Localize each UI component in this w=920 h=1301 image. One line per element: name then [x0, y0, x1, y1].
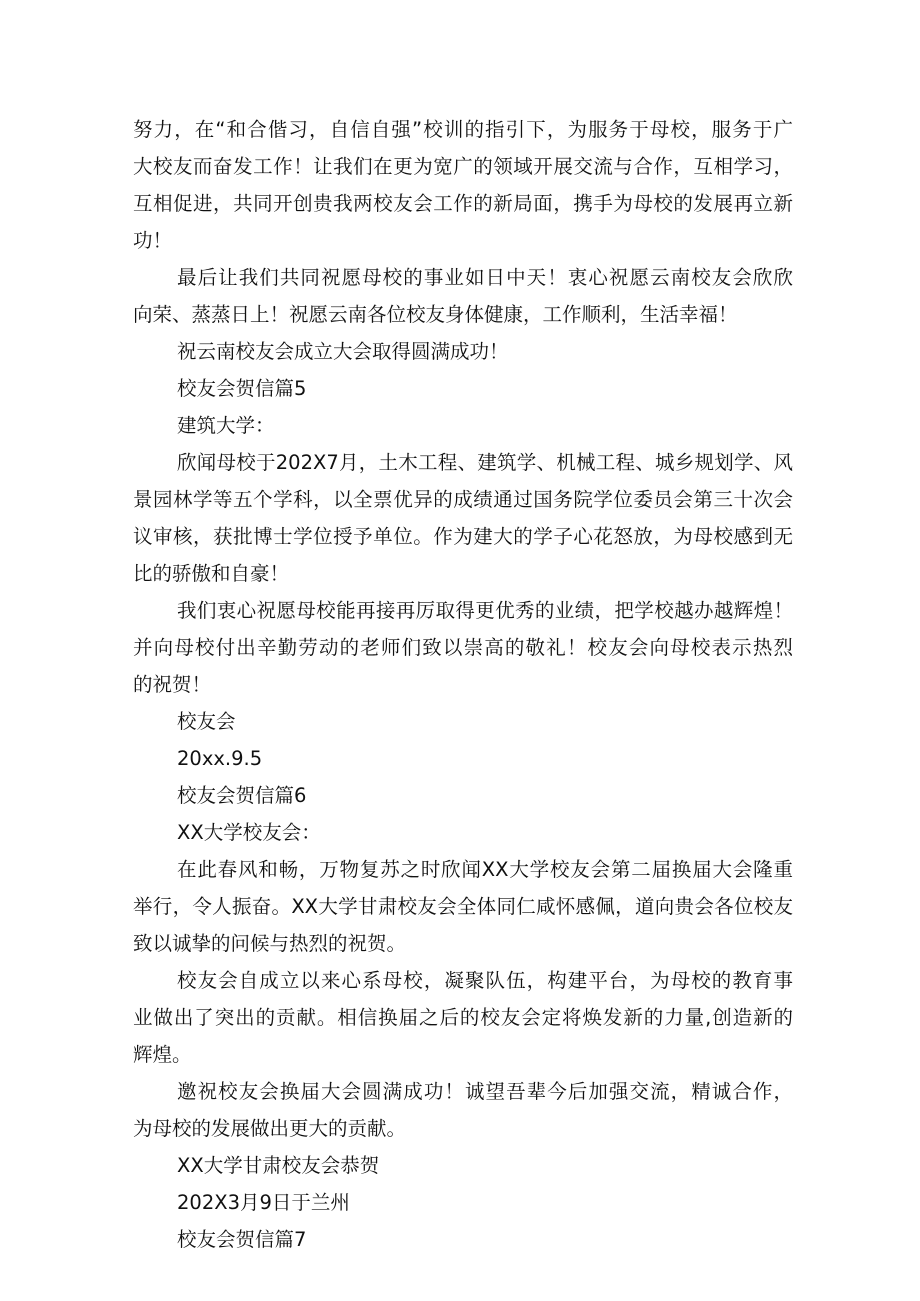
paragraph-line: 的祝贺！ [133, 673, 212, 696]
paragraph-line: 议审核，获批博士学位授予单位。作为建大的学子心花怒放，为母校感到无 [133, 525, 793, 548]
date-line: 20xx.9.5 [177, 747, 263, 770]
paragraph-line: 在此春风和畅，万物复苏之时欣闻XX大学校友会第二届换届大会隆重 [177, 858, 793, 881]
paragraph-line: 业做出了突出的贡献。相信换届之后的校友会定将焕发新的力量,创造新的 [133, 1006, 793, 1029]
paragraph-line: 景园林学等五个学科，以全票优异的成绩通过国务院学位委员会第三十次会 [133, 488, 793, 511]
paragraph-line: 校友会自成立以来心系母校，凝聚队伍，构建平台，为母校的教育事 [177, 969, 793, 992]
paragraph-line: 我们衷心祝愿母校能再接再厉取得更优秀的业绩，把学校越办越辉煌！ [177, 599, 793, 622]
paragraph-line: 比的骄傲和自豪！ [133, 562, 290, 585]
signature: 校友会 [177, 710, 236, 733]
section-heading: 校友会贺信篇6 [177, 784, 307, 807]
date-line: 202X3月9日于兰州 [177, 1191, 350, 1214]
paragraph-line: 举行，令人振奋。XX大学甘肃校友会全体同仁咸怀感佩，道向贵会各位校友 [133, 895, 793, 918]
paragraph-line: 欣闻母校于202X7月，土木工程、建筑学、机械工程、城乡规划学、风 [177, 451, 793, 474]
paragraph-line: 祝云南校友会成立大会取得圆满成功！ [177, 340, 509, 363]
paragraph-line: 致以诚挚的问候与热烈的祝贺。 [133, 932, 407, 955]
paragraph-line: 为母校的发展做出更大的贡献。 [133, 1117, 407, 1140]
paragraph-line: 互相促进，共同开创贵我两校友会工作的新局面，携手为母校的发展再立新 [133, 192, 793, 215]
paragraph-line: 邀祝校友会换届大会圆满成功！诚望吾辈今后加强交流，精诚合作， [177, 1080, 793, 1103]
paragraph-line: 功！ [133, 229, 173, 252]
salutation: 建筑大学： [177, 414, 275, 437]
document-body [133, 111, 793, 1258]
paragraph-line: 辉煌。 [133, 1043, 192, 1066]
paragraph-line: 向荣、蒸蒸日上！祝愿云南各位校友身体健康，工作顺利，生活幸福！ [133, 303, 738, 326]
paragraph-line: 最后让我们共同祝愿母校的事业如日中天！衷心祝愿云南校友会欣欣 [177, 266, 793, 289]
section-heading: 校友会贺信篇5 [177, 377, 307, 400]
signature: XX大学甘肃校友会恭贺 [177, 1154, 380, 1177]
paragraph-line: 努力，在“和合偕习，自信自强”校训的指引下，为服务于母校，服务于广 [133, 118, 793, 141]
paragraph-line: 并向母校付出辛勤劳动的老师们致以崇高的敬礼！校友会向母校表示热烈 [133, 636, 793, 659]
paragraph-line: 大校友而奋发工作！让我们在更为宽广的领域开展交流与合作，互相学习， [133, 155, 793, 178]
salutation: XX大学校友会： [177, 821, 321, 844]
section-heading: 校友会贺信篇7 [177, 1228, 307, 1251]
